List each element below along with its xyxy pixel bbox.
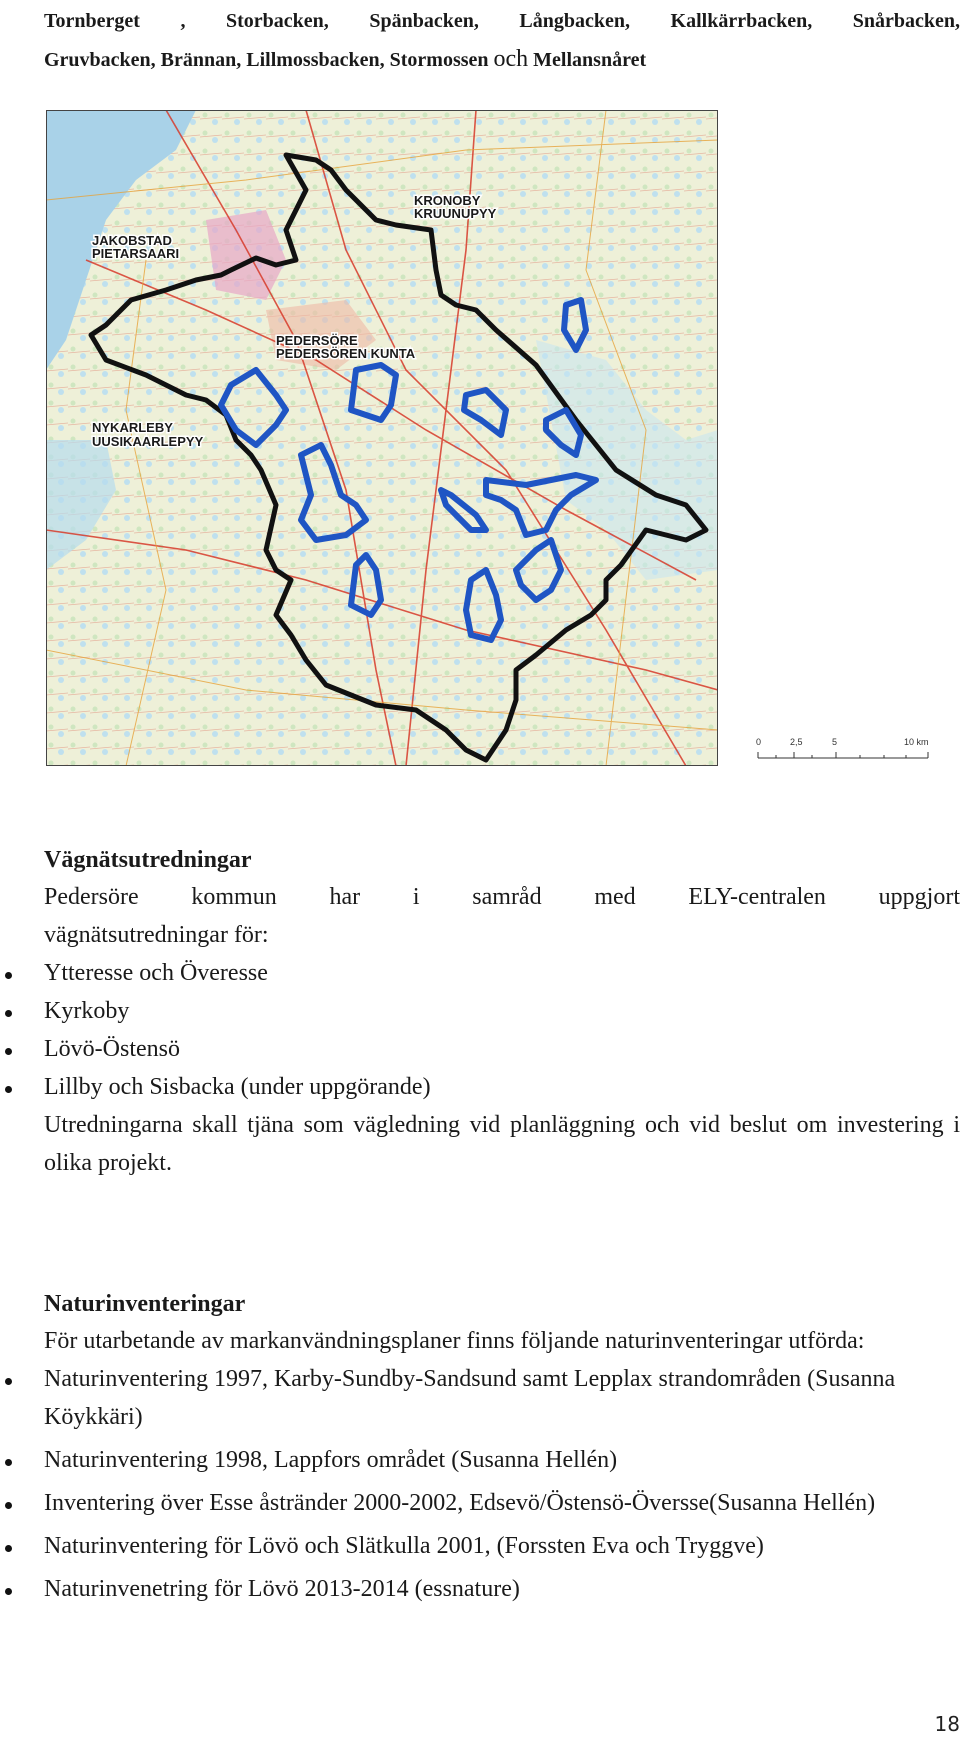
nature-list-item-text: Naturinventering 1997, Karby-Sundby-Sandsund samt Lepplax strandområden (Susanna Köykkäri): [44, 1366, 896, 1430]
scale-tick-1: 2,5: [790, 737, 803, 747]
intro-line-1: Tornberget , Storbacken, Spänbacken, Långbacken, Kallkärrbacken, Snårbacken,: [44, 10, 960, 32]
label-pietarsaari: PIETARSAARI: [92, 246, 180, 261]
scale-svg: [756, 736, 936, 766]
scale-ticks: [758, 752, 928, 758]
nature-list-item: [44, 1441, 960, 1479]
bullet-icon: [5, 1086, 12, 1093]
scale-tick-0: 0: [756, 737, 762, 747]
intro-line-2-part2: Mellansnåret: [533, 49, 647, 71]
nature-list-item-text: Naturinvenetring för Lövö 2013-2014 (essnature): [44, 1576, 520, 1602]
bullet-icon: [5, 1502, 12, 1509]
road-list-item-text: Lillby och Sisbacka (under uppgörande): [44, 1074, 431, 1100]
label-kronoby: KRONOBY: [414, 193, 481, 208]
nature-list-item: [44, 1527, 960, 1565]
nature-section: [44, 1286, 960, 1608]
nature-intro: För utarbetande av markanvändningsplaner finns följande naturinventeringar utförda:: [44, 1328, 865, 1354]
nature-list-item: [44, 1360, 960, 1436]
label-nykarleby: NYKARLEBY: [92, 420, 173, 435]
nature-list: [44, 1360, 960, 1608]
nature-list-item-text: Naturinventering 1998, Lappfors området (Susanna Hellén): [44, 1447, 618, 1473]
scale-tick-3: 10 km: [904, 737, 929, 747]
label-pedersoren-kunta: PEDERSÖREN KUNTA: [276, 346, 416, 361]
label-uusikaarlepyy: UUSIKAARLEPYY: [92, 434, 204, 449]
road-list-item-text: Ytteresse och Överesse: [44, 960, 268, 986]
road-list-item: [44, 992, 960, 1030]
pedersore-map: [46, 110, 718, 766]
road-intro-line-1: Pedersöre kommun har i samråd med ELY-centralen uppgjort: [44, 884, 960, 910]
nature-list-item: [44, 1570, 960, 1608]
road-list-item: [44, 1068, 960, 1106]
road-list-item-text: Kyrkoby: [44, 998, 130, 1024]
page-number: 18: [934, 1712, 960, 1736]
bullet-icon: [5, 1378, 12, 1385]
nature-list-item-text: Inventering över Esse åstränder 2000-2002, Edsevö/Östensö-Översse(Susanna Hellén): [44, 1490, 876, 1516]
label-jakobstad: JAKOBSTAD: [92, 233, 172, 248]
road-heading: Vägnätsutredningar: [44, 847, 252, 873]
road-section: [44, 842, 960, 1182]
bullet-icon: [5, 1459, 12, 1466]
bullet-icon: [5, 1048, 12, 1055]
intro-line-2-och: och: [493, 46, 529, 72]
road-list-item: [44, 954, 960, 992]
nature-list-item: [44, 1484, 960, 1522]
nature-heading: Naturinventeringar: [44, 1291, 246, 1317]
road-list: [44, 954, 960, 1106]
road-list-item: [44, 1030, 960, 1068]
label-kruunupyy: KRUUNUPYY: [414, 206, 497, 221]
map-svg: [46, 110, 718, 766]
nature-list-item-text: Naturinventering för Lövö och Slätkulla 2001, (Forssten Eva och Tryggve): [44, 1533, 764, 1559]
road-outro: Utredningarna skall tjäna som vägledning vid planläggning och vid beslut om investering i olika projekt.: [44, 1112, 960, 1176]
bullet-icon: [5, 972, 12, 979]
scale-tick-2: 5: [832, 737, 838, 747]
label-pedersore: PEDERSÖRE: [276, 333, 358, 348]
road-intro-line-2: vägnätsutredningar för:: [44, 922, 269, 948]
intro-place-list: [44, 2, 960, 79]
bullet-icon: [5, 1010, 12, 1017]
scale-bar: [756, 736, 936, 766]
intro-line-2: [44, 40, 960, 79]
intro-line-2-part1: Gruvbacken, Brännan, Lillmossbacken, Stormossen: [44, 49, 489, 71]
bullet-icon: [5, 1588, 12, 1595]
road-list-item-text: Lövö-Östensö: [44, 1036, 180, 1062]
bullet-icon: [5, 1545, 12, 1552]
